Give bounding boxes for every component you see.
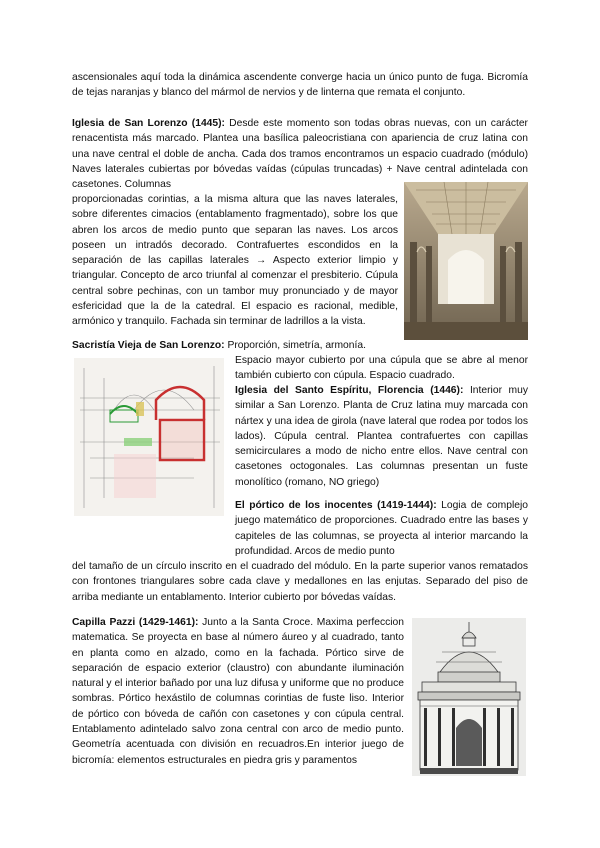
capilla-pazzi-engraving (412, 618, 526, 776)
lorenzo-text: Desde este momento son todas obras nuevas, con un carácter renacentista más marcado. Plantea una basílica paleocristiana con apariencia de cruz latina con una nave central el doble de ancha. Cada dos tramos encontramos un espacio cuadrado (módulo) Naves laterales cubiertas por bóvedas vaídas (cúpulas truncadas) + Nave central adintelada con casetones. Columnas (72, 118, 528, 191)
sacristia-title: Sacristía Vieja de San Lorenzo: (72, 340, 225, 351)
sacristia-indent: Espacio mayor cubierto por una cúpula que se abre al menor también cubierto con cúpula. Espacio cuadrado. (235, 355, 528, 382)
sacristia-text: Proporción, simetría, armonía. (224, 340, 366, 351)
pazzi-text: Junto a la Santa Croce. Maxima perfeccion matematica. Se proyecta en base al número áureo y al cuadrado, tanto en planta como en alzado, como en la fachada. Pórtico sirve de separación de espacio exterior (claustro) con abundante iluminación natural y el interior bañado por una luz difusa y uniforme que no produce sombras. Pórtico hexástilo de columnas corintias de fuste liso. Interior de pórtico con bóveda de cañón con casetones y con cúpula central. Entablamento adintelado salvo zona central con arco de medio punto. Geometría acentuada con división en recuadros.En interior juego de bicromía: elementos estructurales en piedra gris y paramentos (72, 617, 405, 766)
lorenzo-paragraph (72, 116, 528, 192)
sacristia-line (72, 338, 528, 353)
intro-paragraph: ascensionales aquí toda la dinámica ascendente converge hacia un único punto de fuga. Bicromía de tejas naranjas y blanco del mármol de nervios y de linterna que remata el conjunto. (72, 72, 528, 99)
lorenzo-title: Iglesia de San Lorenzo (1445): (72, 118, 225, 129)
pazzi-paragraph (72, 615, 404, 768)
espiritu-paragraph (235, 383, 528, 490)
inocentes-text: Logia de complejo juego matemático de proporciones. Cuadrado entre las bases y capiteles de las columnas, se proyecta al interior marcando la profundidad. Arcos de medio punto (235, 500, 528, 557)
pazzi-title: Capilla Pazzi (1429-1461): (72, 617, 199, 628)
san-lorenzo-interior-photo (404, 182, 528, 340)
inocentes-full-paragraph: del tamaño de un círculo inscrito en el cuadrado del módulo. En la parte superior vanos rematados con frontones triangulares sobre cada clave y medallones en las enjutas. Separado del piso de arriba mediante un entablamento. Interior cubierto por bóvedas vaídas. (72, 561, 528, 603)
sacristia-section-drawing (74, 358, 224, 516)
inocentes-title: El pórtico de los inocentes (1419-1444): (235, 500, 437, 511)
espiritu-title: Iglesia del Santo Espíritu, Florencia (1446): (235, 385, 464, 396)
inocentes-side-paragraph (235, 498, 528, 559)
lorenzo-side-paragraph: proporcionadas corintias, a la misma altura que las naves laterales, sobre diferentes cimacios (entablamento fragmentado), sobre los que abren los arcos de medio punto que separan las naves. Los arcos poseen un intradós decorado. Contrafuertes escondidos en la separación de las capillas laterales → Aspecto exterior limpio y triangular. Concepto de arco triunfal al comenzar el presbiterio. Cúpula central sobre pechinas, con un tambor muy pronunciado y de mayor esfericidad que la de la catedral. El espacio es racional, medible, armónico y tranquilo. Fachada sin terminar de ladrillos a la vista. (72, 194, 398, 328)
espiritu-text: Interior muy similar a San Lorenzo. Planta de Cruz latina muy marcada con nártex y una idea de girola (nave lateral que rodea por todos los lados). Cúpula central. Plantea contrafuertes con capillas semicirculares a modo de nicho entre ellos. Nave central con casetones octogonales. Las columnas presentan un fuste monolítico (romano, NO griego) (235, 385, 528, 488)
